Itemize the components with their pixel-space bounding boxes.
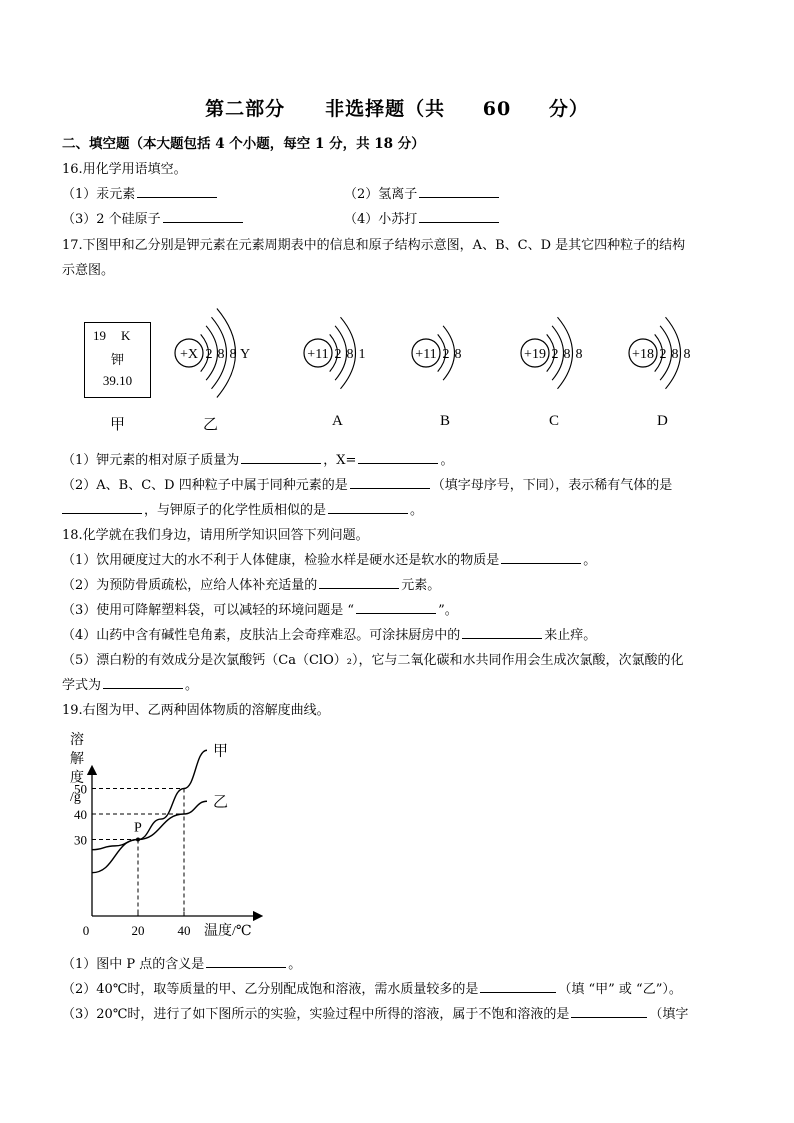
q19-item-2 [62,978,682,997]
shell-electron-count: 2 [659,347,667,362]
shell-electron-count: 8 [229,347,237,362]
q18-item-2 [62,574,440,593]
q18-item-5: （5）漂白粉的有效成分是次氯酸钙（Ca（ClO）₂），它与二氧化碳和水共同作用会生成次氯酸，次氯酸的化 [62,653,684,668]
q19-item-3-a: （3）20℃时，进行了如下图所示的实验，实验过程中所得的溶液，属于不饱和溶液的是 [62,1007,570,1022]
answer-blank[interactable] [419,209,499,223]
q19-item-2-a: （2）40℃时，取等质量的甲、乙分别配成饱和溶液，需水质量较多的是 [62,982,479,997]
atomic-mass: 39.10 [102,373,133,388]
atom-diagram-A [304,317,366,389]
point-p [136,838,140,842]
answer-blank[interactable] [419,184,499,198]
answer-blank[interactable] [356,600,436,614]
diagram-label-C: C [549,413,560,429]
q17-sub1-text-a: （1）钾元素的相对原子质量为 [62,453,240,468]
q18-item-1 [62,549,596,568]
shell-electron-count: 8 [563,347,571,362]
answer-blank[interactable] [571,1004,647,1018]
q18-item-4-b: 来止痒。 [544,628,597,643]
solubility-chart [60,728,280,943]
section-heading: 二、填空题（本大题包括 4 个小题，每空 1 分，共 18 分） [62,136,425,152]
q19-stem: 19.右图为甲、乙两种固体物质的溶解度曲线。 [62,703,330,718]
q16-item-1 [62,183,219,202]
diagram-label-D: D [657,413,668,429]
atom-diagrams [0,285,794,415]
series-label-乙: 乙 [213,794,229,811]
atom-diagram-C [521,317,583,389]
element-name: 钾 [110,352,124,367]
q18-item-2-b: 元素。 [401,578,441,593]
y-tick-label: 30 [74,832,87,848]
shell-electron-count: 8 [217,347,225,362]
answer-blank[interactable] [358,450,438,464]
answer-blank[interactable] [103,675,183,689]
answer-blank[interactable] [241,450,321,464]
x-tick-label: 20 [131,923,145,938]
answer-blank[interactable] [62,500,142,514]
shell-electron-count: 8 [346,347,354,362]
q17-sub2-cont [62,499,423,518]
q19-item-3 [62,1003,688,1022]
diagram-label-乙: 乙 [203,417,219,433]
answer-blank[interactable] [328,500,408,514]
atom-diagram-D [629,317,691,389]
answer-blank[interactable] [206,954,286,968]
x-axis-label: 温度/℃ [204,924,252,939]
y-axis-label: 度 [70,771,84,786]
q16-item-4-text: （4）小苏打 [344,212,418,227]
shell-electron-count: 8 [454,347,462,362]
y-tick-label: 50 [74,781,87,797]
nucleus-charge: +11 [307,347,329,362]
q17-sub2-text-a: （2）A、B、C、D 四种粒子中属于同种元素的是 [62,478,348,493]
nucleus-charge: +19 [524,347,546,362]
q19-item-3-b: （填字 [649,1007,689,1022]
q19-item-1-b: 。 [288,957,302,972]
q17-sub1-text-b: ，X= [323,453,357,468]
series-line-甲 [92,750,207,849]
shell-electron-count: Y [239,347,251,362]
nucleus-charge: +11 [415,347,437,362]
page-title: 第二部分 非选择题（共 60 分） [205,98,589,120]
q17-sub2-text-c: ，与钾原子的化学性质相似的是 [144,503,327,518]
q16-stem: 16.用化学用语填空。 [62,162,187,177]
q17-sub2-text-d: 。 [410,503,424,518]
point-p-label: P [134,820,142,836]
q19-item-1 [62,953,301,972]
diagram-label-A: A [332,413,343,429]
y-tick-label: 40 [74,807,87,822]
q17-sub1 [62,449,453,468]
q18-item-5-cont [62,674,198,693]
q18-item-3 [62,599,458,618]
shell-electron-count: 1 [358,347,366,362]
nucleus-charge: +18 [632,347,654,362]
x-tick-label: 40 [177,923,191,938]
q16-item-3 [62,208,245,227]
atomic-number: 19 [93,328,106,343]
q16-item-4 [344,208,501,227]
q18-item-4-a: （4）山药中含有碱性皂角素，皮肤沾上会奇痒难忍。可涂抹厨房中的 [62,628,461,643]
q17-sub2-text-b: （填字母序号，下同），表示稀有气体的是 [431,478,673,493]
q18-item-1-a: （1）饮用硬度过大的水不利于人体健康，检验水样是硬水还是软水的物质是 [62,553,500,568]
element-symbol: K [121,328,131,343]
q18-item-2-a: （2）为预防骨质疏松，应给人体补充适量的 [62,578,318,593]
shell-electron-count: 8 [575,347,583,362]
q18-item-3-b: ”。 [438,603,458,618]
x-tick-label: 0 [82,923,90,938]
q19-item-2-b: （填 “甲” 或 “乙”）。 [558,982,682,997]
q18-item-5-c: 。 [185,678,199,693]
q17-stem-line2: 示意图。 [62,263,115,278]
y-axis-label: 解 [70,752,84,767]
q16-item-2-text: （2）氢离子 [344,187,418,202]
q18-item-3-a: （3）使用可降解塑料袋，可以减轻的环境问题是 “ [62,603,355,618]
diagram-label-B: B [440,413,451,429]
shell-electron-count: 8 [683,347,691,362]
q19-item-1-a: （1）图中 P 点的含义是 [62,957,205,972]
answer-blank[interactable] [480,979,556,993]
q18-item-4 [62,624,596,643]
q16-item-2 [344,183,501,202]
y-axis-label: /g [70,790,81,805]
series-label-甲: 甲 [213,743,229,760]
answer-blank[interactable] [350,475,430,489]
answer-blank[interactable] [462,625,542,639]
shell-electron-count: 8 [671,347,679,362]
shell-electron-count: 2 [205,347,213,362]
q16-item-3-text: （3）2 个硅原子 [62,212,161,227]
answer-blank[interactable] [163,209,243,223]
q18-item-1-b: 。 [583,553,597,568]
label-jia: 甲 [110,417,126,433]
q18-item-5-b: 学式为 [62,678,102,693]
q18-stem: 18.化学就在我们身边，请用所学知识回答下列问题。 [62,528,369,543]
nucleus-charge: +X [179,347,199,362]
answer-blank[interactable] [319,575,399,589]
y-axis-label: 溶 [70,733,84,748]
q17-sub2 [62,474,672,493]
shell-electron-count: 2 [442,347,450,362]
atom-diagram-B [412,326,462,380]
shell-electron-count: 2 [551,347,559,362]
q17-sub1-text-c: 。 [440,453,454,468]
shell-electron-count: 2 [334,347,342,362]
q16-item-1-text: （1）汞元素 [62,187,136,202]
atom-diagram-乙 [175,309,250,398]
q17-stem-line1: 17.下图甲和乙分别是钾元素在元素周期表中的信息和原子结构示意图，A、B、C、D 是其它四种粒子的结构 [62,238,686,253]
answer-blank[interactable] [501,550,581,564]
series-line-乙 [92,801,207,872]
answer-blank[interactable] [137,184,217,198]
